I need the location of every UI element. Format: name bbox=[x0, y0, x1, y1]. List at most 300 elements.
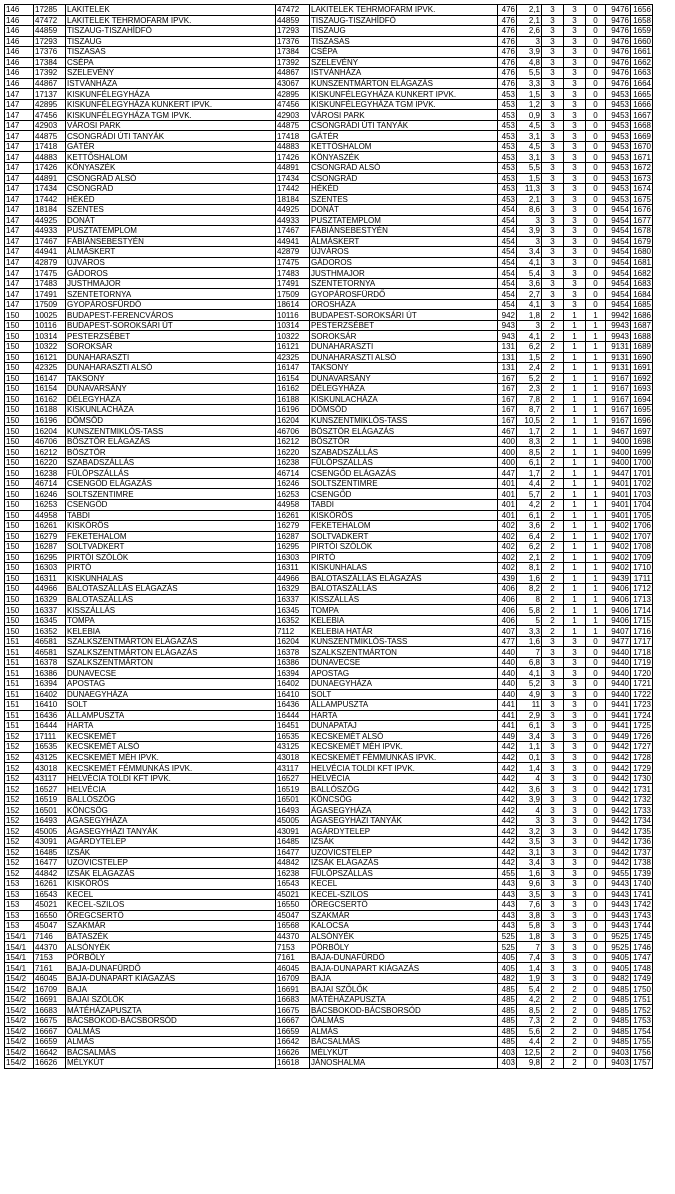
to-station-cell: KÖNCSÖG bbox=[310, 794, 498, 805]
flag-cell: 0 bbox=[586, 921, 606, 932]
category-a-cell: 2 bbox=[542, 563, 564, 574]
row-number-cell: 1718 bbox=[631, 647, 653, 658]
from-code-cell: 45021 bbox=[34, 900, 66, 911]
distance-cell: 3,6 bbox=[517, 521, 542, 532]
row-number-cell: 1738 bbox=[631, 858, 653, 869]
distance-cell: 1,5 bbox=[517, 173, 542, 184]
from-station-cell: HELVÉCIA bbox=[66, 784, 276, 795]
line-number-cell: 146 bbox=[5, 26, 34, 37]
to-code-cell: 42895 bbox=[276, 89, 310, 100]
category-b-cell: 3 bbox=[564, 668, 586, 679]
from-code-cell: 16345 bbox=[34, 615, 66, 626]
to-code-cell: 17384 bbox=[276, 47, 310, 58]
category-b-cell: 3 bbox=[564, 99, 586, 110]
row-number-cell: 1725 bbox=[631, 721, 653, 732]
from-code-cell: 16410 bbox=[34, 700, 66, 711]
to-station-cell: TISZASAS bbox=[310, 36, 498, 47]
line-number-cell: 151 bbox=[5, 668, 34, 679]
category-a-cell: 3 bbox=[542, 226, 564, 237]
to-station-cell: GÁDOROS bbox=[310, 257, 498, 268]
row-number-cell: 1708 bbox=[631, 542, 653, 553]
from-station-cell: SZABADSZÁLLÁS bbox=[66, 457, 276, 468]
table-row bbox=[5, 310, 653, 321]
to-code-cell: 17293 bbox=[276, 26, 310, 37]
section-id-cell: 9476 bbox=[606, 78, 631, 89]
category-b-cell: 3 bbox=[564, 710, 586, 721]
table-row bbox=[5, 384, 653, 395]
section-code-cell: 440 bbox=[498, 679, 517, 690]
category-a-cell: 2 bbox=[542, 436, 564, 447]
line-number-cell: 147 bbox=[5, 205, 34, 216]
distance-cell: 7,4 bbox=[517, 952, 542, 963]
category-b-cell: 3 bbox=[564, 889, 586, 900]
category-b-cell: 2 bbox=[564, 1005, 586, 1016]
category-a-cell: 3 bbox=[542, 910, 564, 921]
from-station-cell: SZALKSZENTMÁRTON bbox=[66, 657, 276, 668]
section-id-cell: 9525 bbox=[606, 931, 631, 942]
category-a-cell: 2 bbox=[542, 320, 564, 331]
from-station-cell: KISKUNFÉLEGYHÁZA TGM IPVK. bbox=[66, 110, 276, 121]
from-station-cell: KUNSZENTMIKLÓS-TASS bbox=[66, 426, 276, 437]
section-code-cell: 442 bbox=[498, 805, 517, 816]
category-b-cell: 1 bbox=[564, 405, 586, 416]
row-number-cell: 1704 bbox=[631, 499, 653, 510]
section-code-cell: 447 bbox=[498, 468, 517, 479]
from-station-cell: FEKETEHALOM bbox=[66, 531, 276, 542]
section-code-cell: 454 bbox=[498, 289, 517, 300]
category-a-cell: 3 bbox=[542, 152, 564, 163]
category-a-cell: 3 bbox=[542, 636, 564, 647]
from-station-cell: BAJA-DUNAPART KIÁGAZÁS bbox=[66, 973, 276, 984]
table-row bbox=[5, 426, 653, 437]
line-number-cell: 151 bbox=[5, 679, 34, 690]
section-id-cell: 9442 bbox=[606, 836, 631, 847]
distance-cell: 3,6 bbox=[517, 784, 542, 795]
section-code-cell: 454 bbox=[498, 236, 517, 247]
category-a-cell: 2 bbox=[542, 605, 564, 616]
from-code-cell: 16402 bbox=[34, 689, 66, 700]
from-code-cell: 16485 bbox=[34, 847, 66, 858]
to-code-cell: 43067 bbox=[276, 78, 310, 89]
to-code-cell: 16303 bbox=[276, 552, 310, 563]
flag-cell: 0 bbox=[586, 47, 606, 58]
category-a-cell: 3 bbox=[542, 78, 564, 89]
category-a-cell: 2 bbox=[542, 542, 564, 553]
category-a-cell: 2 bbox=[542, 352, 564, 363]
distance-cell: 7 bbox=[517, 942, 542, 953]
section-code-cell: 401 bbox=[498, 510, 517, 521]
from-station-cell: KECSKEMÉT FÉMMUNKÁS IPVK. bbox=[66, 763, 276, 774]
table-row bbox=[5, 131, 653, 142]
from-code-cell: 44958 bbox=[34, 510, 66, 521]
from-code-cell: 43117 bbox=[34, 773, 66, 784]
flag-cell: 0 bbox=[586, 1016, 606, 1027]
section-code-cell: 454 bbox=[498, 278, 517, 289]
line-number-cell: 150 bbox=[5, 457, 34, 468]
flag-cell: 1 bbox=[586, 573, 606, 584]
section-id-cell: 9402 bbox=[606, 542, 631, 553]
distance-cell: 1,2 bbox=[517, 99, 542, 110]
distance-cell: 3 bbox=[517, 320, 542, 331]
to-code-cell: 16543 bbox=[276, 879, 310, 890]
category-b-cell: 1 bbox=[564, 468, 586, 479]
category-a-cell: 3 bbox=[542, 268, 564, 279]
to-station-cell: DUNAHARASZTI ALSÓ bbox=[310, 352, 498, 363]
distance-cell: 2,1 bbox=[517, 5, 542, 16]
to-code-cell: 16311 bbox=[276, 563, 310, 574]
row-number-cell: 1673 bbox=[631, 173, 653, 184]
distance-cell: 8,1 bbox=[517, 563, 542, 574]
row-number-cell: 1683 bbox=[631, 278, 653, 289]
from-code-cell: 17509 bbox=[34, 299, 66, 310]
distance-cell: 4,4 bbox=[517, 478, 542, 489]
line-number-cell: 150 bbox=[5, 552, 34, 563]
distance-cell: 8,3 bbox=[517, 436, 542, 447]
section-code-cell: 401 bbox=[498, 478, 517, 489]
line-number-cell: 150 bbox=[5, 384, 34, 395]
line-number-cell: 152 bbox=[5, 731, 34, 742]
distance-cell: 9,6 bbox=[517, 879, 542, 890]
to-station-cell: DUNAHARASZTI bbox=[310, 342, 498, 353]
category-b-cell: 3 bbox=[564, 868, 586, 879]
line-number-cell: 147 bbox=[5, 99, 34, 110]
to-station-cell: BUDAPEST-SOROKSÁRI ÚT bbox=[310, 310, 498, 321]
flag-cell: 0 bbox=[586, 879, 606, 890]
from-code-cell: 17376 bbox=[34, 47, 66, 58]
section-code-cell: 454 bbox=[498, 268, 517, 279]
distance-cell: 8,5 bbox=[517, 447, 542, 458]
to-station-cell: GYOPÁROSFÜRDŐ bbox=[310, 289, 498, 300]
category-b-cell: 3 bbox=[564, 26, 586, 37]
distance-cell: 4,2 bbox=[517, 499, 542, 510]
section-code-cell: 441 bbox=[498, 721, 517, 732]
from-code-cell: 16261 bbox=[34, 879, 66, 890]
row-number-cell: 1727 bbox=[631, 742, 653, 753]
table-row bbox=[5, 268, 653, 279]
category-b-cell: 1 bbox=[564, 394, 586, 405]
flag-cell: 1 bbox=[586, 542, 606, 553]
category-a-cell: 3 bbox=[542, 868, 564, 879]
category-b-cell: 3 bbox=[564, 194, 586, 205]
section-id-cell: 9440 bbox=[606, 679, 631, 690]
table-row bbox=[5, 868, 653, 879]
section-id-cell: 9167 bbox=[606, 415, 631, 426]
category-b-cell: 1 bbox=[564, 531, 586, 542]
from-code-cell: 16642 bbox=[34, 1047, 66, 1058]
to-station-cell: CSENGŐD ELÁGAZÁS bbox=[310, 468, 498, 479]
to-code-cell: 16675 bbox=[276, 1005, 310, 1016]
to-code-cell: 16238 bbox=[276, 457, 310, 468]
from-station-cell: SZAKMÁR bbox=[66, 921, 276, 932]
line-number-cell: 147 bbox=[5, 120, 34, 131]
from-code-cell: 17285 bbox=[34, 5, 66, 16]
to-station-cell: DUNAVECSE bbox=[310, 657, 498, 668]
row-number-cell: 1696 bbox=[631, 415, 653, 426]
flag-cell: 0 bbox=[586, 657, 606, 668]
from-station-cell: TAKSONY bbox=[66, 373, 276, 384]
row-number-cell: 1689 bbox=[631, 342, 653, 353]
to-station-cell: JÁNOSHALMA bbox=[310, 1058, 498, 1069]
to-station-cell: ALMÁS bbox=[310, 1026, 498, 1037]
category-a-cell: 3 bbox=[542, 647, 564, 658]
distance-cell: 1,9 bbox=[517, 973, 542, 984]
line-number-cell: 150 bbox=[5, 594, 34, 605]
flag-cell: 0 bbox=[586, 1037, 606, 1048]
category-a-cell: 3 bbox=[542, 889, 564, 900]
from-station-cell: DONÁT bbox=[66, 215, 276, 226]
section-id-cell: 9167 bbox=[606, 373, 631, 384]
section-id-cell: 9453 bbox=[606, 120, 631, 131]
line-number-cell: 151 bbox=[5, 710, 34, 721]
from-code-cell: 44966 bbox=[34, 584, 66, 595]
to-code-cell: 16196 bbox=[276, 405, 310, 416]
to-code-cell: 45005 bbox=[276, 815, 310, 826]
category-a-cell: 3 bbox=[542, 26, 564, 37]
row-number-cell: 1715 bbox=[631, 615, 653, 626]
flag-cell: 0 bbox=[586, 1047, 606, 1058]
distance-cell: 1,6 bbox=[517, 636, 542, 647]
to-station-cell: SZELEVÉNY bbox=[310, 57, 498, 68]
distance-cell: 1,6 bbox=[517, 868, 542, 879]
category-b-cell: 3 bbox=[564, 742, 586, 753]
category-b-cell: 3 bbox=[564, 858, 586, 869]
line-number-cell: 153 bbox=[5, 921, 34, 932]
to-station-cell: TAKSONY bbox=[310, 363, 498, 374]
to-code-cell: 16204 bbox=[276, 636, 310, 647]
table-row bbox=[5, 510, 653, 521]
distance-cell: 3,8 bbox=[517, 910, 542, 921]
to-code-cell: 45021 bbox=[276, 889, 310, 900]
table-row bbox=[5, 89, 653, 100]
category-a-cell: 3 bbox=[542, 120, 564, 131]
section-code-cell: 167 bbox=[498, 405, 517, 416]
category-a-cell: 3 bbox=[542, 942, 564, 953]
section-id-cell: 9131 bbox=[606, 342, 631, 353]
flag-cell: 0 bbox=[586, 689, 606, 700]
from-station-cell: ÁGASEGYHÁZA bbox=[66, 815, 276, 826]
section-code-cell: 485 bbox=[498, 1026, 517, 1037]
from-code-cell: 7161 bbox=[34, 963, 66, 974]
row-number-cell: 1703 bbox=[631, 489, 653, 500]
from-station-cell: BÖSZTÖR bbox=[66, 447, 276, 458]
distance-cell: 10,5 bbox=[517, 415, 542, 426]
section-id-cell: 9131 bbox=[606, 363, 631, 374]
distance-cell: 2,6 bbox=[517, 26, 542, 37]
distance-cell: 6,1 bbox=[517, 457, 542, 468]
row-number-cell: 1733 bbox=[631, 805, 653, 816]
to-station-cell: SOLTVADKERT bbox=[310, 531, 498, 542]
category-b-cell: 3 bbox=[564, 847, 586, 858]
to-code-cell: 16402 bbox=[276, 679, 310, 690]
section-id-cell: 9453 bbox=[606, 184, 631, 195]
from-station-cell: BAJA bbox=[66, 984, 276, 995]
to-station-cell: KECEL bbox=[310, 879, 498, 890]
category-b-cell: 2 bbox=[564, 1037, 586, 1048]
section-id-cell: 9942 bbox=[606, 310, 631, 321]
to-station-cell: UZOVICSTELEP bbox=[310, 847, 498, 858]
category-b-cell: 3 bbox=[564, 173, 586, 184]
category-b-cell: 3 bbox=[564, 120, 586, 131]
flag-cell: 1 bbox=[586, 457, 606, 468]
category-a-cell: 2 bbox=[542, 626, 564, 637]
category-b-cell: 3 bbox=[564, 78, 586, 89]
from-station-cell: MÁTÉHÁZAPUSZTA bbox=[66, 1005, 276, 1016]
category-a-cell: 3 bbox=[542, 721, 564, 732]
to-station-cell: ISTVÁNHÁZA bbox=[310, 68, 498, 79]
from-code-cell: 44933 bbox=[34, 226, 66, 237]
table-row bbox=[5, 36, 653, 47]
section-id-cell: 9485 bbox=[606, 994, 631, 1005]
row-number-cell: 1740 bbox=[631, 879, 653, 890]
to-station-cell: HELVÉCIA TOLDI KFT IPVK. bbox=[310, 763, 498, 774]
to-station-cell: CSONGRÁD ALSÓ bbox=[310, 162, 498, 173]
from-station-cell: GYOPÁROSFÜRDŐ bbox=[66, 299, 276, 310]
category-a-cell: 2 bbox=[542, 615, 564, 626]
row-number-cell: 1682 bbox=[631, 268, 653, 279]
row-number-cell: 1676 bbox=[631, 205, 653, 216]
category-a-cell: 3 bbox=[542, 57, 564, 68]
from-code-cell: 44370 bbox=[34, 942, 66, 953]
to-station-cell: TISZAUG bbox=[310, 26, 498, 37]
section-id-cell: 9442 bbox=[606, 763, 631, 774]
table-row bbox=[5, 858, 653, 869]
flag-cell: 0 bbox=[586, 141, 606, 152]
category-a-cell: 2 bbox=[542, 521, 564, 532]
section-code-cell: 167 bbox=[498, 415, 517, 426]
from-station-cell: ISTVÁNHÁZA bbox=[66, 78, 276, 89]
from-code-cell: 43018 bbox=[34, 763, 66, 774]
section-id-cell: 9442 bbox=[606, 826, 631, 837]
from-code-cell: 16493 bbox=[34, 815, 66, 826]
table-row bbox=[5, 563, 653, 574]
to-station-cell: BALOTASZÁLLÁS bbox=[310, 584, 498, 595]
from-station-cell: BAJAI SZŐLŐK bbox=[66, 994, 276, 1005]
section-code-cell: 131 bbox=[498, 342, 517, 353]
row-number-cell: 1714 bbox=[631, 605, 653, 616]
row-number-cell: 1712 bbox=[631, 584, 653, 595]
line-number-cell: 150 bbox=[5, 584, 34, 595]
section-code-cell: 406 bbox=[498, 594, 517, 605]
distance-cell: 6,1 bbox=[517, 721, 542, 732]
row-number-cell: 1721 bbox=[631, 679, 653, 690]
flag-cell: 1 bbox=[586, 436, 606, 447]
flag-cell: 1 bbox=[586, 478, 606, 489]
line-number-cell: 153 bbox=[5, 910, 34, 921]
table-row bbox=[5, 826, 653, 837]
category-a-cell: 3 bbox=[542, 299, 564, 310]
category-a-cell: 2 bbox=[542, 531, 564, 542]
from-code-cell: 16303 bbox=[34, 563, 66, 574]
table-row bbox=[5, 68, 653, 79]
to-code-cell: 16410 bbox=[276, 689, 310, 700]
from-code-cell: 16477 bbox=[34, 858, 66, 869]
distance-cell: 3,1 bbox=[517, 152, 542, 163]
table-row bbox=[5, 489, 653, 500]
flag-cell: 0 bbox=[586, 700, 606, 711]
from-code-cell: 44925 bbox=[34, 215, 66, 226]
to-code-cell: 16659 bbox=[276, 1026, 310, 1037]
row-number-cell: 1742 bbox=[631, 900, 653, 911]
from-code-cell: 17434 bbox=[34, 184, 66, 195]
section-code-cell: 403 bbox=[498, 1047, 517, 1058]
to-station-cell: MÁTÉHÁZAPUSZTA bbox=[310, 994, 498, 1005]
to-code-cell: 17434 bbox=[276, 173, 310, 184]
distance-cell: 5,4 bbox=[517, 268, 542, 279]
to-code-cell: 44842 bbox=[276, 858, 310, 869]
from-station-cell: SZALKSZENTMÁRTON ELÁGAZÁS bbox=[66, 647, 276, 658]
to-station-cell: KISKŐRÖS bbox=[310, 510, 498, 521]
line-number-cell: 150 bbox=[5, 478, 34, 489]
to-code-cell: 44859 bbox=[276, 15, 310, 26]
line-number-cell: 150 bbox=[5, 415, 34, 426]
to-code-cell: 10314 bbox=[276, 320, 310, 331]
to-station-cell: TOMPA bbox=[310, 605, 498, 616]
category-b-cell: 3 bbox=[564, 236, 586, 247]
from-station-cell: KELEBIA bbox=[66, 626, 276, 637]
to-code-cell: 46045 bbox=[276, 963, 310, 974]
from-station-cell: TABDI bbox=[66, 510, 276, 521]
table-row bbox=[5, 468, 653, 479]
category-a-cell: 3 bbox=[542, 679, 564, 690]
table-row bbox=[5, 973, 653, 984]
line-number-cell: 146 bbox=[5, 15, 34, 26]
flag-cell: 0 bbox=[586, 236, 606, 247]
distance-cell: 5,5 bbox=[517, 162, 542, 173]
category-b-cell: 3 bbox=[564, 247, 586, 258]
from-code-cell: 16162 bbox=[34, 394, 66, 405]
from-code-cell: 42903 bbox=[34, 120, 66, 131]
line-number-cell: 147 bbox=[5, 110, 34, 121]
category-b-cell: 3 bbox=[564, 131, 586, 142]
section-id-cell: 9401 bbox=[606, 489, 631, 500]
from-station-cell: KISKUNHALAS bbox=[66, 573, 276, 584]
from-code-cell: 10314 bbox=[34, 331, 66, 342]
category-a-cell: 3 bbox=[542, 689, 564, 700]
to-station-cell: PUSZTATEMPLOM bbox=[310, 215, 498, 226]
line-number-cell: 154/1 bbox=[5, 963, 34, 974]
table-row bbox=[5, 815, 653, 826]
category-b-cell: 1 bbox=[564, 489, 586, 500]
category-a-cell: 3 bbox=[542, 257, 564, 268]
row-number-cell: 1746 bbox=[631, 942, 653, 953]
category-a-cell: 3 bbox=[542, 215, 564, 226]
to-station-cell: ÁLLAMPUSZTA bbox=[310, 700, 498, 711]
line-number-cell: 147 bbox=[5, 131, 34, 142]
flag-cell: 1 bbox=[586, 584, 606, 595]
line-number-cell: 150 bbox=[5, 436, 34, 447]
flag-cell: 0 bbox=[586, 900, 606, 911]
to-station-cell: ÁGASEGYHÁZA bbox=[310, 805, 498, 816]
line-number-cell: 152 bbox=[5, 836, 34, 847]
to-code-cell: 16204 bbox=[276, 415, 310, 426]
to-code-cell: 16501 bbox=[276, 794, 310, 805]
line-number-cell: 146 bbox=[5, 68, 34, 79]
to-code-cell: 16451 bbox=[276, 721, 310, 732]
line-number-cell: 152 bbox=[5, 752, 34, 763]
to-station-cell: KALOCSA bbox=[310, 921, 498, 932]
flag-cell: 0 bbox=[586, 268, 606, 279]
category-a-cell: 2 bbox=[542, 510, 564, 521]
table-row bbox=[5, 394, 653, 405]
row-number-cell: 1659 bbox=[631, 26, 653, 37]
from-station-cell: SZENTES bbox=[66, 205, 276, 216]
section-code-cell: 453 bbox=[498, 141, 517, 152]
from-station-cell: KECSKEMÉT bbox=[66, 731, 276, 742]
distance-cell: 3,4 bbox=[517, 858, 542, 869]
to-code-cell: 16188 bbox=[276, 394, 310, 405]
section-id-cell: 9443 bbox=[606, 879, 631, 890]
table-row bbox=[5, 184, 653, 195]
